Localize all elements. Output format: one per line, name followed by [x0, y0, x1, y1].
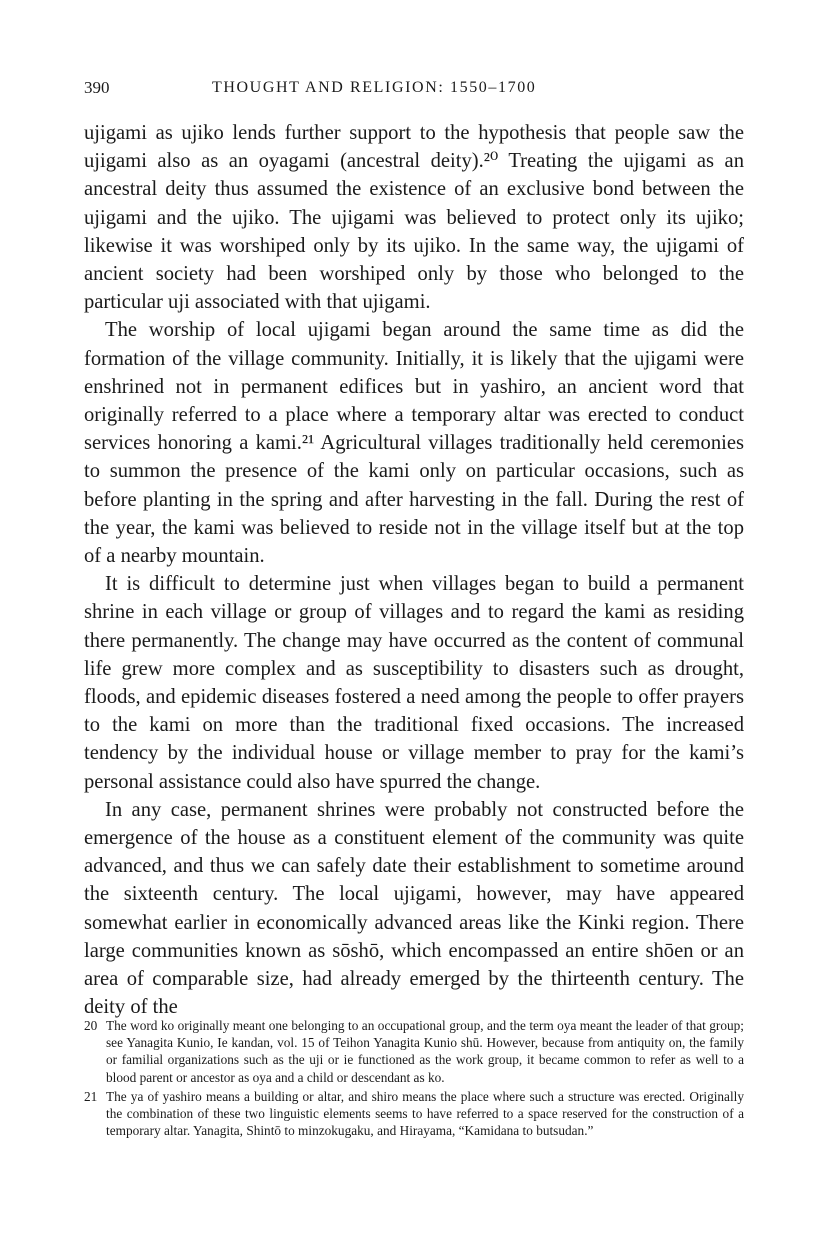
- footnote-21: [84, 1088, 744, 1140]
- body-text: [84, 119, 744, 1022]
- footnote-text: The ya of yashiro means a building or altar, and shiro means the place where such a structure was erected. Originally the combination of these two linguistic elements seems to have referred to a space reserved for the construction of a temporary altar. Yanagita, Shintō to minzokugaku, and Hirayama, “Kamidana to butsudan.”: [106, 1088, 744, 1139]
- running-title: THOUGHT AND RELIGION: 1550–1700: [212, 79, 537, 96]
- paragraph-1: ujigami as ujiko lends further support to the hypothesis that people saw the ujigami also as an oyagami (ancestral deity).²⁰ Treating the ujigami as an ancestral deity thus assumed the existence of an exclusive bond between the ujigami and the ujiko. The ujigami was believed to protect only its ujiko; likewise it was worshiped only by its ujiko. In the same way, the ujigami of ancient society had been worshiped only by those who belonged to the particular uji associated with that ujigami.: [84, 122, 744, 314]
- paragraph-3: It is difficult to determine just when villages began to build a permanent shrine in each village or group of villages and to regard the kami as residing there permanently. The change may have occurred as the content of communal life grew more complex and as susceptibility to disasters such as drought, floods, and epidemic diseases fostered a need among the people to offer prayers to the kami on more than the traditional fixed occasions. The increased tendency by the individual house or village member to pray for the kami’s personal assistance could also have spurred the change.: [84, 573, 744, 793]
- footnote-number: 21: [84, 1088, 98, 1104]
- footnotes: [84, 1017, 744, 1141]
- paragraph-4: In any case, permanent shrines were probably not constructed before the emergence of the house as a constituent element of the community was quite advanced, and thus we can safely date their establishment to sometime around the sixteenth century. The local ujigami, however, may have appeared somewhat earlier in economically advanced areas like the Kinki region. There large communities known as sōshō, which encompassed an entire shōen or an area of comparable size, had already emerged by the thirteenth century. The deity of the: [84, 798, 744, 1019]
- page-number: 390: [84, 78, 110, 97]
- paragraph-2: The worship of local ujigami began around the same time as did the formation of the village community. Initially, it is likely that the ujigami were enshrined not in permanent edifices but in yashiro, an ancient word that originally referred to a place where a temporary altar was erected to conduct services honoring a kami.²¹ Agricultural villages traditionally held ceremonies to summon the presence of the kami only on particular occasions, such as before planting in the spring and after harvesting in the fall. During the rest of the year, the kami was believed to reside not in the village itself but at the top of a nearby mountain.: [84, 319, 744, 568]
- running-head: [84, 76, 744, 100]
- footnote-number: 20: [84, 1018, 98, 1033]
- footnote-text: The word ko originally meant one belonging to an occupational group, and the term oya meant the leader of that group; see Yanagita Kunio, Ie kandan, vol. 15 of Teihon Yanagita Kunio shū. However, because from antiquity on, the family or familial organizations such as the uji or ie functioned as the work group, it became common to refer as well to a blood parent or ancestor as oya and a child or descendant as ko.: [106, 1018, 744, 1085]
- footnote-20: [84, 1017, 744, 1086]
